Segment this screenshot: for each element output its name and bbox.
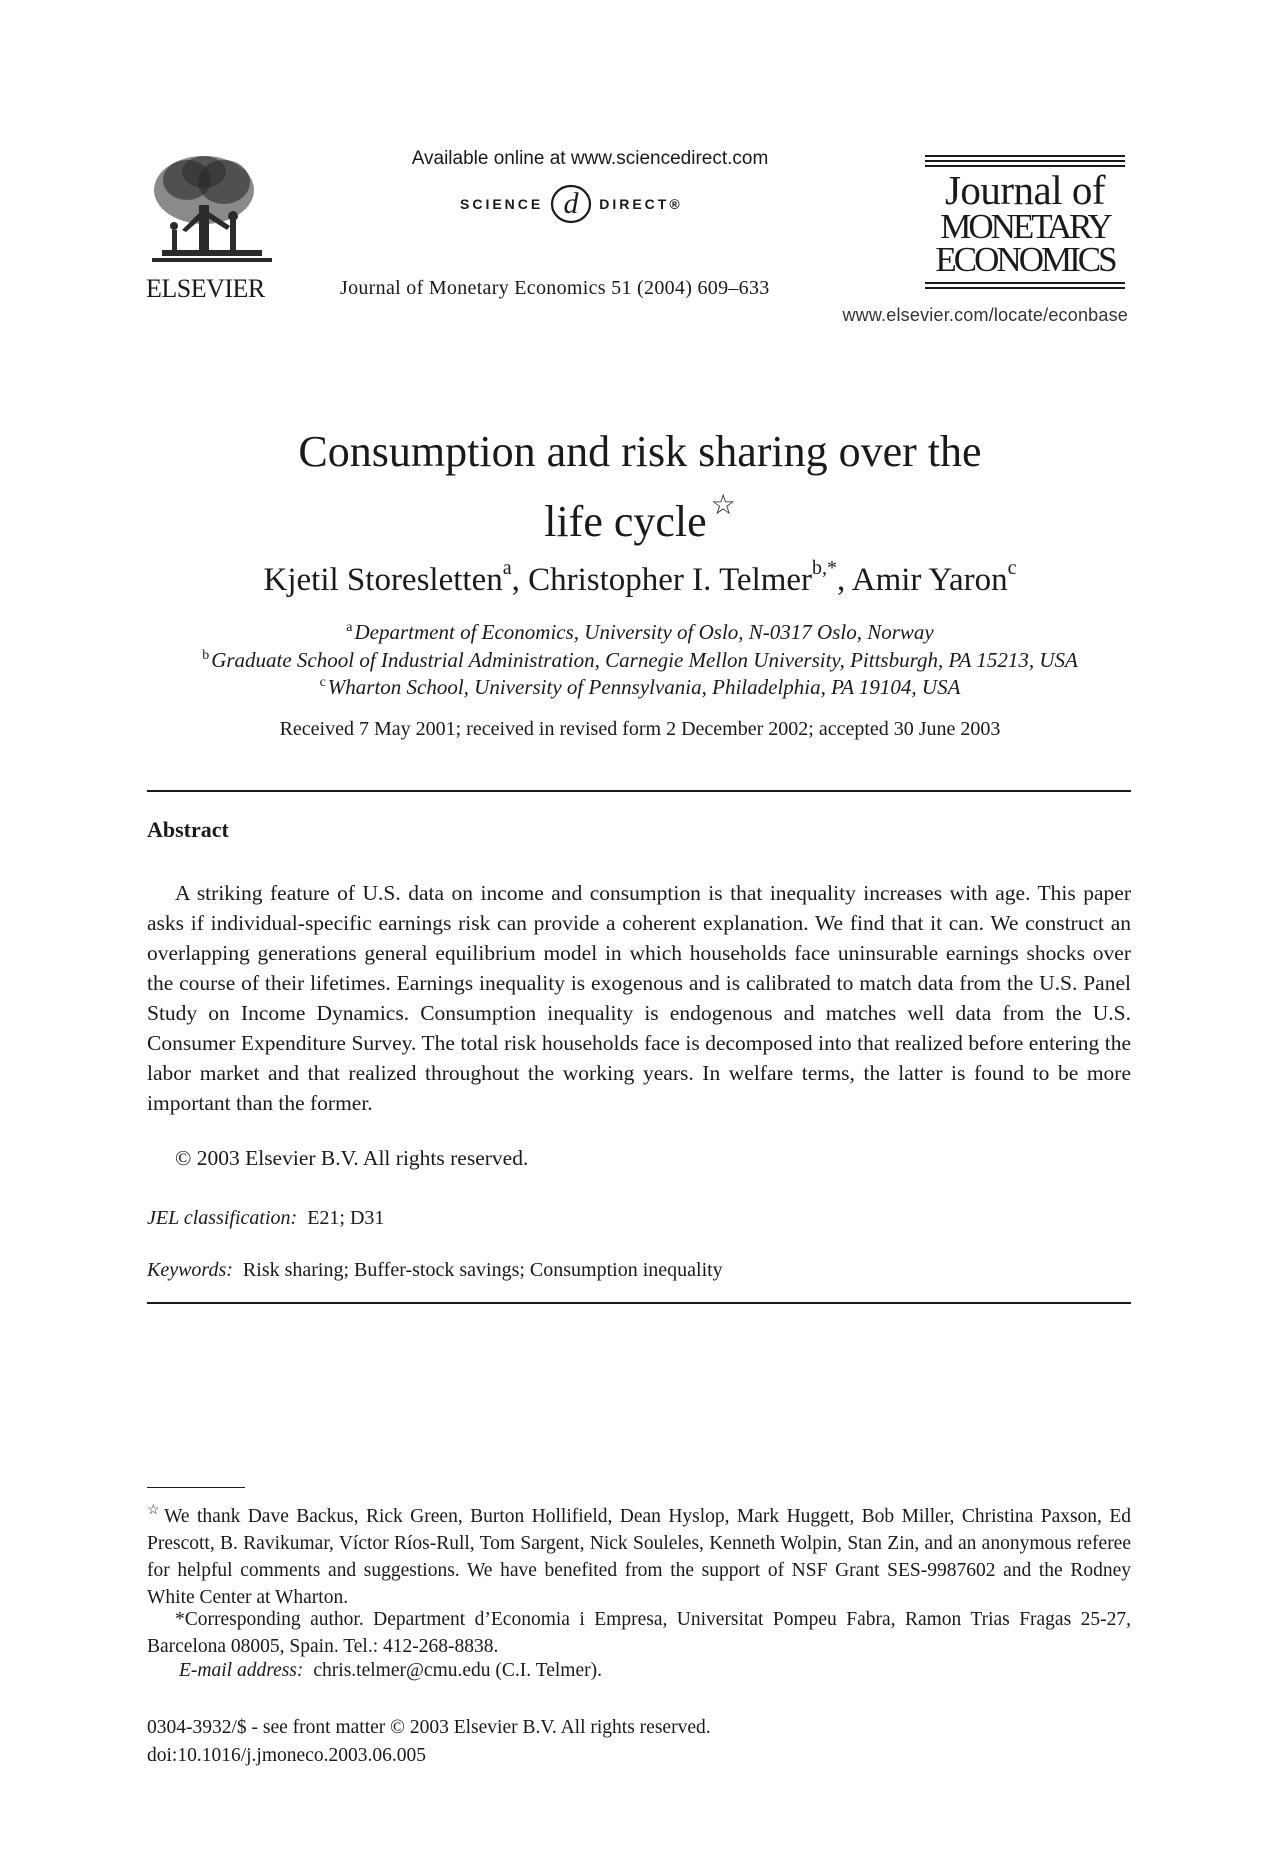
- corresponding-author-footnote: *Corresponding author. Department d’Economia i Empresa, Universitat Pompeu Fabra, Ramon Trias Fragas 25-27, Barcelona 08005, Spain. Tel.: 412-268-8838.: [147, 1609, 1131, 1657]
- jel-label: JEL classification:: [147, 1207, 298, 1229]
- abstract-top-rule: [147, 790, 1131, 792]
- email-label: E-mail address:: [179, 1660, 304, 1681]
- paper-title: [140, 425, 1140, 549]
- footnote-marker: ☆: [147, 1503, 163, 1518]
- affiliation: [140, 648, 1140, 673]
- masthead-line-1: Journal of: [944, 167, 1106, 213]
- affiliation-text: Graduate School of Industrial Administration, Carnegie Mellon University, Pittsburgh, PA 15213, USA: [211, 648, 1078, 672]
- abstract-bottom-rule: [147, 1302, 1131, 1304]
- email-footnote: [147, 1660, 602, 1682]
- affiliation-marker: b: [202, 648, 210, 663]
- masthead-rule: [925, 282, 1125, 284]
- abstract-copyright: © 2003 Elsevier B.V. All rights reserved.: [175, 1146, 529, 1170]
- author-name: Christopher I. Telmer: [528, 562, 813, 598]
- journal-url-link[interactable]: www.elsevier.com/locate/econbase: [842, 305, 1128, 325]
- author-list: Kjetil Storesletten$^a$, Christopher I. Telmer$^{b,*}$, Amir Yaron$^c$: [263, 557, 1017, 598]
- abstract-heading: Abstract: [147, 817, 229, 842]
- author-name: Kjetil Storesletten: [263, 562, 503, 598]
- affiliation-marker: a: [346, 620, 353, 635]
- publisher-name: ELSEVIER: [146, 274, 265, 303]
- footnote-rule: [147, 1487, 245, 1488]
- title-footnote-marker[interactable]: ☆: [710, 490, 736, 521]
- acknowledgement-footnote: [147, 1497, 1131, 1611]
- journal-citation: Journal of Monetary Economics 51 (2004) 609–633: [340, 277, 770, 299]
- author-affil-marker: a: [502, 557, 512, 579]
- front-matter-notice: 0304-3932/$ - see front matter © 2003 Elsevier B.V. All rights reserved.: [147, 1717, 711, 1738]
- keywords-value: Risk sharing; Buffer-stock savings; Consumption inequality: [242, 1259, 723, 1281]
- affiliation-marker: c: [319, 675, 326, 690]
- received-dates: Received 7 May 2001; received in revised form 2 December 2002; accepted 30 June 2003: [279, 718, 1001, 740]
- masthead-line-3: ECONOMICS: [935, 240, 1115, 279]
- title-line-1: Consumption and risk sharing over the: [298, 427, 982, 476]
- jel-value: E21; D31: [307, 1207, 385, 1229]
- masthead-rule: [925, 160, 1125, 162]
- masthead-rule: [925, 155, 1125, 157]
- affiliation: [140, 620, 1140, 645]
- sciencedirect-d-icon: [547, 182, 595, 226]
- sciencedirect-right-word: DIRECT®: [599, 196, 683, 212]
- sciencedirect-logo: [460, 182, 683, 226]
- author-name: Amir Yaron: [851, 562, 1008, 598]
- abstract-body: A striking feature of U.S. data on income and consumption is that inequality increases with age. This paper asks if individual-specific earnings risk can provide a coherent explanation. We find that it can. We construct an overlapping generations general equilibrium model in which households face uninsurable earnings shocks over the course of their lifetimes. Earnings inequality is exogenous and is calibrated to match data from the U.S. Panel Study on Income Dynamics. Consumption inequality is endogenous and matches well data from the U.S. Consumer Expenditure Survey. The total risk households face is decomposed into that realized before entering the labor market and that realized throughout the working years. In welfare terms, the latter is found to be more important than the former.: [147, 881, 1131, 1115]
- journal-masthead: [925, 155, 1125, 292]
- affiliation: [140, 675, 1140, 700]
- available-online-text[interactable]: Available online at www.sciencedirect.com: [411, 148, 769, 169]
- title-line-2: life cycle: [544, 497, 707, 546]
- keywords-label: Keywords:: [147, 1259, 233, 1281]
- acknowledgement-text: We thank Dave Backus, Rick Green, Burton Hollifield, Dean Hyslop, Mark Huggett, Bob Miller, Christina Paxson, Ed Prescott, B. Ravikumar, Víctor Ríos-Rull, Tom Sargent, Nick Souleles, Kenneth Wolpin, Stan Zin, and an anonymous referee for helpful comments and suggestions. We have benefited from the support of NSF Grant SES-9987602 and the Rodney White Center at Wharton.: [147, 1506, 1131, 1608]
- email-address-link[interactable]: chris.telmer@cmu.edu (C.I. Telmer).: [313, 1660, 602, 1681]
- affiliation-text: Wharton School, University of Pennsylvania, Philadelphia, PA 19104, USA: [327, 675, 961, 699]
- jel-classification: [147, 1207, 384, 1230]
- svg-text:d: d: [563, 187, 579, 220]
- keywords: [147, 1259, 723, 1282]
- masthead-rule: [925, 287, 1125, 289]
- masthead-line-2: MONETARY: [940, 207, 1110, 246]
- author-affil-marker: b,*: [812, 557, 838, 579]
- doi-link[interactable]: doi:10.1016/j.jmoneco.2003.06.005: [147, 1745, 426, 1766]
- sciencedirect-left-word: SCIENCE: [460, 196, 544, 212]
- affiliation-text: Department of Economics, University of Oslo, N-0317 Oslo, Norway: [354, 620, 934, 644]
- author-affil-marker: c: [1007, 557, 1017, 579]
